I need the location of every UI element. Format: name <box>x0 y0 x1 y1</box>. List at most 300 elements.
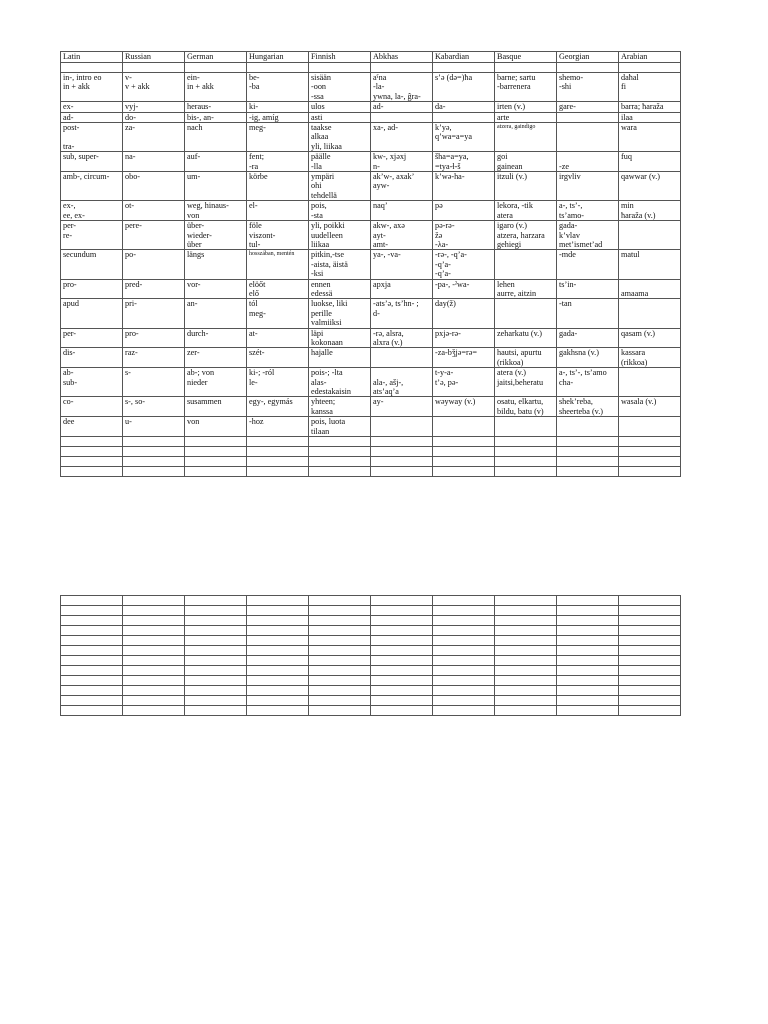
table-cell <box>495 250 557 279</box>
table-row <box>61 457 681 467</box>
table-cell: pə-rə- žə -λa- <box>433 221 495 250</box>
table-row <box>61 417 681 437</box>
table-cell <box>185 626 247 636</box>
table-cell: kʼyə, qʼwa=a=ya <box>433 123 495 152</box>
table-cell <box>619 596 681 606</box>
table-cell: matul <box>619 250 681 279</box>
table-cell <box>61 63 123 73</box>
table-cell: -rə-, -qʼa- -qʼa- -qʼa- <box>433 250 495 279</box>
table-cell: na- <box>123 152 185 172</box>
table-cell <box>557 437 619 447</box>
table-cell: pə <box>433 201 495 221</box>
table-row <box>61 447 681 457</box>
table-cell <box>61 437 123 447</box>
table-cell: hosszában, mentén <box>247 250 309 279</box>
table-row <box>61 706 681 716</box>
table-cell: ilaa <box>619 112 681 122</box>
table-cell <box>371 656 433 666</box>
table-cell <box>123 676 185 686</box>
table-cell <box>557 686 619 696</box>
column-header: Kabardian <box>433 52 495 63</box>
table-cell: -atsʼə, tsʼhn- ; d- <box>371 299 433 328</box>
column-header: Georgian <box>557 52 619 63</box>
table-cell <box>371 63 433 73</box>
table-cell <box>185 706 247 716</box>
table-cell <box>309 686 371 696</box>
table-cell <box>123 646 185 656</box>
table-cell <box>61 696 123 706</box>
table-cell <box>619 467 681 477</box>
table-row <box>61 123 681 152</box>
table-cell: akʼw-, axakʼ ayw- <box>371 172 433 201</box>
table-cell <box>309 616 371 626</box>
table-cell: naqʼ <box>371 201 433 221</box>
table-cell <box>495 696 557 706</box>
table-cell: ay- <box>371 397 433 417</box>
table-cell: wəyway (v.) <box>433 397 495 417</box>
table-cell: ulos <box>309 102 371 112</box>
table-cell <box>495 596 557 606</box>
table-cell <box>619 696 681 706</box>
table-cell <box>433 636 495 646</box>
table-cell: po- <box>123 250 185 279</box>
table-row <box>61 606 681 616</box>
table-row <box>61 279 681 299</box>
table-cell <box>61 447 123 457</box>
table-cell <box>619 656 681 666</box>
table-cell <box>123 696 185 706</box>
table-row <box>61 686 681 696</box>
table-cell: vyj- <box>123 102 185 112</box>
table-cell <box>433 706 495 716</box>
table-cell: pois, -sta <box>309 201 371 221</box>
table-cell <box>495 676 557 686</box>
table-cell: el- <box>247 201 309 221</box>
table-cell <box>247 646 309 656</box>
table-cell: per- <box>61 328 123 348</box>
table-cell: pois-; -lta alas- edestakaisin <box>309 368 371 397</box>
table-cell: do- <box>123 112 185 122</box>
table-row <box>61 112 681 122</box>
column-header: Basque <box>495 52 557 63</box>
table-cell: min ħaraža (v.) <box>619 201 681 221</box>
table-cell <box>557 626 619 636</box>
table-cell <box>433 626 495 636</box>
table-cell <box>495 457 557 467</box>
table-cell: fent; -ra <box>247 152 309 172</box>
table-row <box>61 201 681 221</box>
table-cell <box>185 437 247 447</box>
table-cell <box>247 666 309 676</box>
table-cell <box>309 696 371 706</box>
table-cell <box>309 437 371 447</box>
table-cell: -ze <box>557 152 619 172</box>
table-cell <box>309 656 371 666</box>
table-cell <box>309 626 371 636</box>
table-cell <box>371 447 433 457</box>
table-cell: -mde <box>557 250 619 279</box>
table-cell: day(ž) <box>433 299 495 328</box>
table-cell: -tan <box>557 299 619 328</box>
table-cell: -ig, amíg <box>247 112 309 122</box>
column-header: German <box>185 52 247 63</box>
table-cell: elöőt elő <box>247 279 309 299</box>
table-cell: ab- sub- <box>61 368 123 397</box>
table-cell: qawwar (v.) <box>619 172 681 201</box>
table-cell <box>185 636 247 646</box>
table-cell <box>247 626 309 636</box>
table-header-row <box>61 52 681 63</box>
table-cell <box>185 596 247 606</box>
table-cell <box>309 646 371 656</box>
table-cell <box>557 676 619 686</box>
table-row <box>61 250 681 279</box>
table-cell: ad- <box>61 112 123 122</box>
table-cell <box>557 596 619 606</box>
table-cell <box>371 626 433 636</box>
table-cell: irgvliv <box>557 172 619 201</box>
column-header: Arabian <box>619 52 681 63</box>
table-cell <box>185 467 247 477</box>
table-cell: weg, hinaus- von <box>185 201 247 221</box>
table-cell: a-, tsʼ-, tsʼamo cha- <box>557 368 619 397</box>
table-cell: ad- <box>371 102 433 112</box>
table-row <box>61 437 681 447</box>
table-cell: von <box>185 417 247 437</box>
table-cell: co- <box>61 397 123 417</box>
table-cell: auf- <box>185 152 247 172</box>
table-cell: szét- <box>247 348 309 368</box>
table-cell <box>371 646 433 656</box>
table-cell <box>433 457 495 467</box>
table-cell <box>61 706 123 716</box>
table-cell <box>123 606 185 616</box>
table-cell <box>371 636 433 646</box>
table-cell: körbe <box>247 172 309 201</box>
table-cell <box>433 417 495 437</box>
table-cell: ympäri ohi tehdellä <box>309 172 371 201</box>
table-cell: kassara (rikkoa) <box>619 348 681 368</box>
table-cell <box>247 676 309 686</box>
table-cell: dis- <box>61 348 123 368</box>
table-row <box>61 656 681 666</box>
table-cell <box>371 112 433 122</box>
table-cell <box>495 299 557 328</box>
table-cell <box>557 696 619 706</box>
table-cell: asti <box>309 112 371 122</box>
table-cell <box>495 686 557 696</box>
table-cell <box>619 646 681 656</box>
table-cell <box>185 616 247 626</box>
table-cell: shekʼreba, sheertebа (v.) <box>557 397 619 417</box>
table-cell: ot- <box>123 201 185 221</box>
table-cell <box>557 467 619 477</box>
table-cell <box>61 676 123 686</box>
table-cell: meg- <box>247 123 309 152</box>
table-cell <box>61 646 123 656</box>
table-cell <box>309 606 371 616</box>
table-cell: tsʼin- <box>557 279 619 299</box>
table-cell <box>61 606 123 616</box>
table-cell <box>433 646 495 656</box>
table-cell <box>619 686 681 696</box>
table-cell <box>185 447 247 457</box>
table-cell: zer- <box>185 348 247 368</box>
table-cell <box>495 666 557 676</box>
table-cell: wasala (v.) <box>619 397 681 417</box>
table-cell: gada- <box>557 328 619 348</box>
table-cell: ennen edessä <box>309 279 371 299</box>
table-cell <box>61 636 123 646</box>
table-row <box>61 299 681 328</box>
table-cell: pred- <box>123 279 185 299</box>
table-cell: ki- <box>247 102 309 112</box>
table-row <box>61 348 681 368</box>
table-cell <box>123 447 185 457</box>
table-cell: s-, so- <box>123 397 185 417</box>
table-cell: föle viszont- tul- <box>247 221 309 250</box>
table-cell <box>433 666 495 676</box>
table-cell <box>123 63 185 73</box>
table-cell <box>247 457 309 467</box>
table-cell <box>123 467 185 477</box>
table-cell <box>433 467 495 477</box>
table-cell: fuq <box>619 152 681 172</box>
table-cell <box>433 63 495 73</box>
table-cell: pere- <box>123 221 185 250</box>
table-cell <box>371 686 433 696</box>
table-cell <box>619 299 681 328</box>
table-row <box>61 596 681 606</box>
table-cell: da- <box>433 102 495 112</box>
table-cell <box>557 666 619 676</box>
empty-table <box>60 595 681 716</box>
table-cell <box>495 706 557 716</box>
table-cell <box>247 437 309 447</box>
table-cell: ex-, ee, ex- <box>61 201 123 221</box>
table-cell: s- <box>123 368 185 397</box>
table-cell: u- <box>123 417 185 437</box>
table-cell: ki-; -ról le- <box>247 368 309 397</box>
table-cell <box>433 696 495 706</box>
table-cell <box>247 636 309 646</box>
table-cell: durch- <box>185 328 247 348</box>
table-cell: über- wieder- über <box>185 221 247 250</box>
table-cell <box>371 666 433 676</box>
table-row <box>61 152 681 172</box>
table-cell <box>185 666 247 676</box>
table-cell: luokse, liki perille valmiiksi <box>309 299 371 328</box>
table-cell <box>247 596 309 606</box>
table-cell <box>309 467 371 477</box>
table-cell: pitkin,-tse -aista, äistä -ksi <box>309 250 371 279</box>
table-row <box>61 646 681 656</box>
table-cell: sisään -oon -ssa <box>309 73 371 102</box>
table-cell <box>123 706 185 716</box>
table-cell: pri- <box>123 299 185 328</box>
table-cell: um- <box>185 172 247 201</box>
table-cell: kʼwə-ha- <box>433 172 495 201</box>
table-cell: xa-, ad- <box>371 123 433 152</box>
table-cell: a-, tsʼ-, tsʼamo- <box>557 201 619 221</box>
table-cell: apud <box>61 299 123 328</box>
table-cell <box>123 457 185 467</box>
table-cell <box>123 656 185 666</box>
table-cell <box>123 666 185 676</box>
table-cell: yli, poikki uudelleen liikaa <box>309 221 371 250</box>
table-cell <box>371 348 433 368</box>
table-cell <box>433 606 495 616</box>
table-cell <box>619 706 681 716</box>
table-cell <box>247 606 309 616</box>
table-cell <box>619 676 681 686</box>
table-cell <box>433 676 495 686</box>
table-cell <box>495 63 557 73</box>
table-cell <box>309 457 371 467</box>
table-cell <box>495 616 557 626</box>
table-cell <box>61 686 123 696</box>
table-cell <box>495 626 557 636</box>
table-cell: ein- in + akk <box>185 73 247 102</box>
table-cell <box>123 686 185 696</box>
table-cell: in-, intro eo in + akk <box>61 73 123 102</box>
table-cell: ala-, ašj-, atsʼaqʼa <box>371 368 433 397</box>
table-row <box>61 172 681 201</box>
table-cell <box>123 636 185 646</box>
table-cell: wara <box>619 123 681 152</box>
table-cell <box>433 686 495 696</box>
table-cell <box>185 63 247 73</box>
table-cell: pxjə-rə- <box>433 328 495 348</box>
table-cell <box>371 676 433 686</box>
table-cell <box>557 457 619 467</box>
table-cell: tól meg- <box>247 299 309 328</box>
table-cell: t-y-a- tʼə, pə- <box>433 368 495 397</box>
table-cell <box>619 63 681 73</box>
table-cell: amaama <box>619 279 681 299</box>
table-cell: aˁna -la- ywna, la-, ĝra- <box>371 73 433 102</box>
table-cell: gada- kʼvlav metʼismetʼad <box>557 221 619 250</box>
table-cell <box>309 447 371 457</box>
table-cell <box>123 437 185 447</box>
table-cell: pro- <box>61 279 123 299</box>
table-cell <box>371 616 433 626</box>
table-cell <box>557 606 619 616</box>
table-cell <box>495 636 557 646</box>
table-cell <box>495 656 557 666</box>
table-cell: atera (v.) jaitsi,beheratu <box>495 368 557 397</box>
table-cell <box>557 646 619 656</box>
table-row <box>61 63 681 73</box>
column-header: Russian <box>123 52 185 63</box>
table-cell <box>371 467 433 477</box>
table-cell: qasam (v.) <box>619 328 681 348</box>
table-cell: per- re- <box>61 221 123 250</box>
table-cell: ex- <box>61 102 123 112</box>
table-cell: at- <box>247 328 309 348</box>
table-cell <box>309 666 371 676</box>
table-cell <box>247 706 309 716</box>
table-cell <box>247 447 309 457</box>
table-cell <box>185 656 247 666</box>
table-cell: irten (v.) <box>495 102 557 112</box>
table-cell <box>247 686 309 696</box>
table-cell <box>619 221 681 250</box>
table-cell: hajalle <box>309 348 371 368</box>
table-cell: susammen <box>185 397 247 417</box>
table-cell <box>371 606 433 616</box>
table-cell <box>619 447 681 457</box>
table-cell: -pa-, -ˀwa- <box>433 279 495 299</box>
table-cell: itzuli (v.) <box>495 172 557 201</box>
table-cell: dee <box>61 417 123 437</box>
table-cell <box>309 63 371 73</box>
table-cell <box>495 447 557 457</box>
table-cell: za- <box>123 123 185 152</box>
table-cell <box>61 656 123 666</box>
table-cell: -hoz <box>247 417 309 437</box>
table-cell: egy-, egymás <box>247 397 309 417</box>
table-cell: barra; ħaraža <box>619 102 681 112</box>
table-cell <box>247 616 309 626</box>
column-header: Latin <box>61 52 123 63</box>
table-cell <box>123 626 185 636</box>
table-cell <box>433 616 495 626</box>
table-cell <box>495 646 557 656</box>
table-cell <box>61 596 123 606</box>
table-cell: pro- <box>123 328 185 348</box>
table-cell: daħal fi <box>619 73 681 102</box>
table-cell: raz- <box>123 348 185 368</box>
table-cell <box>371 706 433 716</box>
table-cell <box>495 606 557 616</box>
table-cell <box>433 447 495 457</box>
table-cell <box>185 646 247 656</box>
table-cell: goi gainean <box>495 152 557 172</box>
table-cell: pois, luota tilaan <box>309 417 371 437</box>
table-cell: yhteen; kanssa <box>309 397 371 417</box>
table-cell: bis-, an- <box>185 112 247 122</box>
table-cell: akw-, axə ayt- amt- <box>371 221 433 250</box>
table-cell <box>495 417 557 437</box>
table-cell <box>371 596 433 606</box>
table-cell <box>309 596 371 606</box>
table-cell <box>557 63 619 73</box>
table-cell <box>185 606 247 616</box>
table-cell <box>61 467 123 477</box>
table-cell: secundum <box>61 250 123 279</box>
table-cell: barne; sartu -barrenera <box>495 73 557 102</box>
table-cell: obo- <box>123 172 185 201</box>
table-cell <box>557 616 619 626</box>
table-row <box>61 467 681 477</box>
table-cell <box>247 656 309 666</box>
table-cell: taakse alkaa yli, liikaa <box>309 123 371 152</box>
table-cell <box>185 686 247 696</box>
table-cell: apxja <box>371 279 433 299</box>
table-cell: an- <box>185 299 247 328</box>
table-cell <box>619 636 681 646</box>
table-cell <box>495 437 557 447</box>
table-cell: lehen aurre, aitzin <box>495 279 557 299</box>
translation-table <box>60 51 681 477</box>
table-cell <box>309 676 371 686</box>
table-cell <box>185 696 247 706</box>
table-row <box>61 666 681 676</box>
table-cell: längs <box>185 250 247 279</box>
table-cell: lekora, -tik atera <box>495 201 557 221</box>
table-cell <box>61 616 123 626</box>
